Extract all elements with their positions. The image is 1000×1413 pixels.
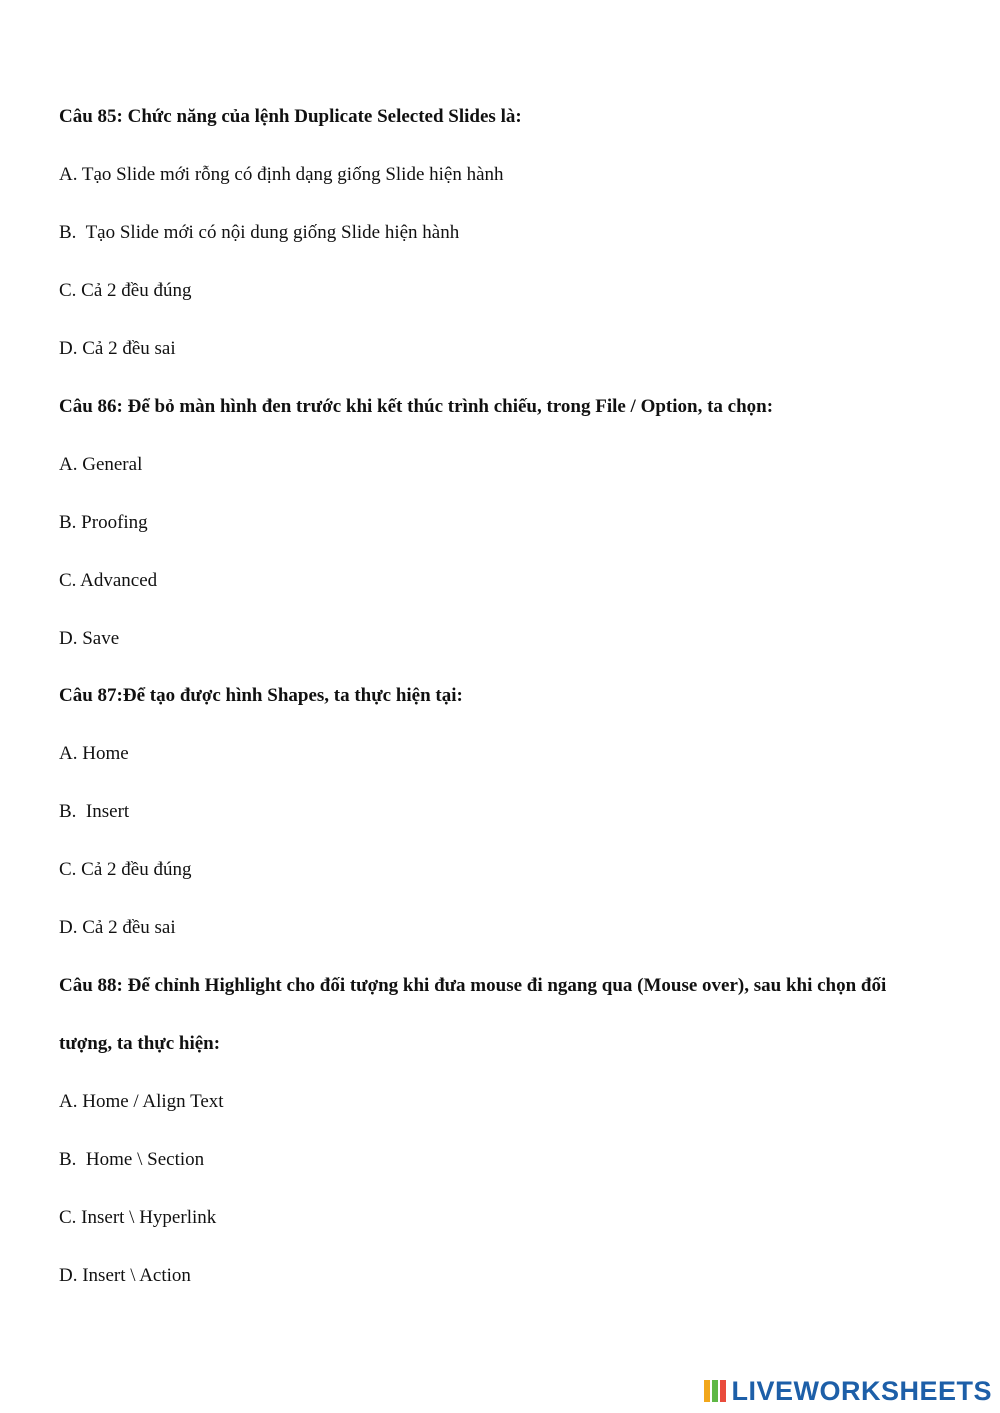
question-85-option-c[interactable]: C. Cả 2 đều đúng — [59, 280, 192, 301]
question-85-option-b[interactable]: B. Tạo Slide mới có nội dung giống Slide hiện hành — [59, 222, 460, 243]
question-86-title: Câu 86: Để bỏ màn hình đen trước khi kết thúc trình chiếu, trong File / Option, ta chọn: — [59, 396, 774, 417]
question-85-option-a[interactable]: A. Tạo Slide mới rỗng có định dạng giống Slide hiện hành — [59, 164, 504, 185]
question-85-title: Câu 85: Chức năng của lệnh Duplicate Selected Slides là: — [59, 106, 522, 127]
question-85-option-d[interactable]: D. Cả 2 đều sai — [59, 338, 176, 359]
question-87-title: Câu 87:Để tạo được hình Shapes, ta thực hiện tại: — [59, 685, 463, 706]
question-88-option-c[interactable]: C. Insert \ Hyperlink — [59, 1207, 217, 1228]
liveworksheets-logo-text: LIVEWORKSHEETS — [731, 1375, 992, 1406]
question-86-option-b[interactable]: B. Proofing — [59, 512, 148, 533]
question-87-option-d[interactable]: D. Cả 2 đều sai — [59, 917, 176, 938]
question-87-option-b[interactable]: B. Insert — [59, 801, 130, 822]
question-88-title-line-2: tượng, ta thực hiện: — [59, 1033, 221, 1054]
question-86-option-c[interactable]: C. Advanced — [59, 570, 158, 591]
question-86-option-d[interactable]: D. Save — [59, 628, 120, 649]
question-88-option-a[interactable]: A. Home / Align Text — [59, 1091, 224, 1112]
question-86-option-a[interactable]: A. General — [59, 454, 143, 475]
question-87-option-a[interactable]: A. Home — [59, 743, 129, 764]
question-87-option-c[interactable]: C. Cả 2 đều đúng — [59, 859, 192, 880]
liveworksheets-logo-icon — [703, 1378, 729, 1404]
question-88-option-d[interactable]: D. Insert \ Action — [59, 1265, 191, 1286]
question-88-option-b[interactable]: B. Home \ Section — [59, 1149, 205, 1170]
question-88-title-line-1: Câu 88: Để chỉnh Highlight cho đối tượng khi đưa mouse đi ngang qua (Mouse over), sau khi chọn đối — [59, 975, 887, 996]
liveworksheets-logo — [703, 1373, 992, 1409]
